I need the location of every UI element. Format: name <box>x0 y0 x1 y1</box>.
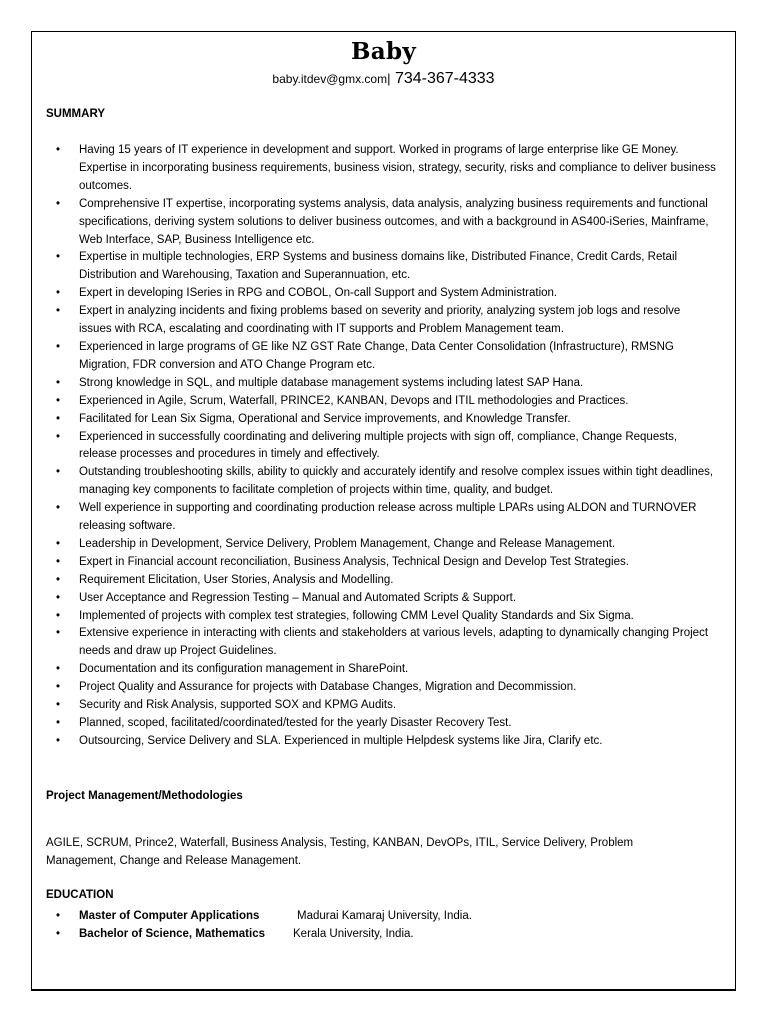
summary-item-text: Experienced in large programs of GE like NZ GST Rate Change, Data Center Consolidation (Infrastructure), RMSNG Migration, FDR conversion and ATO Change Program etc. <box>79 340 674 371</box>
summary-item-text: Implemented of projects with complex test strategies, following CMM Level Quality Standards and Six Sigma. <box>79 609 634 622</box>
summary-item <box>46 393 716 411</box>
summary-item-text: Extensive experience in interacting with clients and stakeholders at various levels, adapting to dynamically changing Project needs and draw up Project Guidelines. <box>79 627 709 658</box>
bullet-icon: • <box>56 430 61 443</box>
summary-item-text: Leadership in Development, Service Delivery, Problem Management, Change and Release Management. <box>79 537 616 550</box>
summary-item <box>46 285 716 303</box>
institution-name: Kerala University, India. <box>293 928 414 940</box>
bullet-icon: • <box>56 251 61 264</box>
summary-item <box>46 661 716 679</box>
bullet-icon: • <box>56 928 61 940</box>
summary-item <box>46 733 716 751</box>
bullet-icon: • <box>56 376 61 389</box>
summary-item <box>46 249 716 285</box>
summary-item-text: Experienced in Agile, Scrum, Waterfall, PRINCE2, KANBAN, Devops and ITIL methodologies and Practices. <box>79 394 629 407</box>
summary-item-text: Experienced in successfully coordinating and delivering multiple projects with sign off, compliance, Change Requests, release processes and procedures in timely and effectively. <box>79 430 678 461</box>
bullet-icon: • <box>56 681 61 694</box>
summary-item-text: Strong knowledge in SQL, and multiple database management systems including latest SAP Hana. <box>79 376 584 389</box>
summary-item-text: Expertise in multiple technologies, ERP Systems and business domains like, Distributed Finance, Credit Cards, Retail Distribution and Warehousing, Taxation and Superannuation, etc. <box>79 251 678 282</box>
summary-item-text: Expert in developing ISeries in RPG and COBOL, On-call Support and System Administration. <box>79 287 558 300</box>
summary-item-text: Documentation and its configuration management in SharePoint. <box>79 663 409 676</box>
summary-heading: SUMMARY <box>46 108 105 120</box>
bullet-icon: • <box>56 591 61 604</box>
summary-item <box>46 697 716 715</box>
summary-item-text: Requirement Elicitation, User Stories, Analysis and Modelling. <box>79 573 394 586</box>
summary-item <box>46 625 716 661</box>
bullet-icon: • <box>56 573 61 586</box>
summary-item <box>46 303 716 339</box>
candidate-name: Baby <box>351 38 416 65</box>
institution-name: Madurai Kamaraj University, India. <box>297 910 472 922</box>
phone-number: 734-367-4333 <box>394 70 495 87</box>
bullet-icon: • <box>56 305 61 318</box>
resume-page <box>31 31 736 991</box>
bullet-icon: • <box>56 197 61 210</box>
summary-item-text: Project Quality and Assurance for projects with Database Changes, Migration and Decommission. <box>79 681 577 694</box>
summary-item-text: Outsourcing, Service Delivery and SLA. Experienced in multiple Helpdesk systems like Jira, Clarify etc. <box>79 734 603 747</box>
summary-item-text: User Acceptance and Regression Testing – Manual and Automated Scripts & Support. <box>79 591 517 604</box>
summary-item <box>46 464 716 500</box>
summary-item-text: Expert in Financial account reconciliation, Business Analysis, Technical Design and Develop Test Strategies. <box>79 555 629 568</box>
summary-item <box>46 429 716 465</box>
summary-item-text: Planned, scoped, facilitated/coordinated/tested for the yearly Disaster Recovery Test. <box>79 717 512 729</box>
summary-item <box>46 572 716 590</box>
bullet-icon: • <box>56 609 61 622</box>
bullet-icon: • <box>56 466 61 479</box>
methodologies-heading: Project Management/Methodologies <box>46 790 243 802</box>
summary-item <box>46 608 716 626</box>
bullet-icon: • <box>56 537 61 550</box>
degree-name: Master of Computer Applications <box>79 910 260 922</box>
bullet-icon: • <box>56 717 61 729</box>
summary-item-text: Outstanding troubleshooting skills, ability to quickly and accurately identify and resolve complex issues within tight deadlines, managing key components to facilitate completion of projects within time, quality, and budget. <box>79 466 714 497</box>
summary-item <box>46 679 716 697</box>
contact-separator: | <box>387 71 391 86</box>
bullet-icon: • <box>56 734 61 747</box>
summary-item <box>46 411 716 429</box>
summary-item <box>46 590 716 608</box>
bullet-icon: • <box>56 394 61 407</box>
bullet-icon: • <box>56 910 61 922</box>
bullet-icon: • <box>56 699 61 712</box>
summary-item <box>46 536 716 554</box>
education-heading: EDUCATION <box>46 889 114 901</box>
bullet-icon: • <box>56 663 61 676</box>
summary-item-text: Having 15 years of IT experience in development and support. Worked in programs of large enterprise like GE Money. Expertise in incorporating business requirements, business vision, strategy, security, risks and compliance to deliver business outcomes. <box>79 144 716 192</box>
bullet-icon: • <box>56 340 61 353</box>
education-item <box>46 907 472 925</box>
methodologies-text: AGILE, SCRUM, Prince2, Waterfall, Business Analysis, Testing, KANBAN, DevOPs, ITIL, Service Delivery, Problem Management, Change and Release Management. <box>46 837 634 867</box>
bullet-icon: • <box>56 555 61 568</box>
summary-item-text: Comprehensive IT expertise, incorporating systems analysis, data analysis, analyzing business requirements and functional specifications, deriving system solutions to deliver business outcomes, and with a background in AS400-iSeries, Mainframe, Web Interface, SAP, Business Intelligence etc. <box>79 197 709 246</box>
bullet-icon: • <box>56 287 61 300</box>
summary-item <box>46 715 716 733</box>
summary-item <box>46 500 716 536</box>
summary-item <box>46 339 716 375</box>
education-item <box>46 925 472 943</box>
email-address: baby.itdev@gmx.com <box>272 72 388 86</box>
contact-line <box>32 70 735 88</box>
degree-name: Bachelor of Science, Mathematics <box>79 928 265 940</box>
summary-item-text: Facilitated for Lean Six Sigma, Operational and Service improvements, and Knowledge Transfer. <box>79 412 571 425</box>
summary-list <box>46 142 716 751</box>
summary-item <box>46 554 716 572</box>
summary-item-text: Well experience in supporting and coordinating production release across multiple LPARs using ALDON and TURNOVER releasing software. <box>79 502 697 533</box>
summary-item <box>46 375 716 393</box>
bullet-icon: • <box>56 627 61 640</box>
bullet-icon: • <box>56 412 61 425</box>
summary-item <box>46 142 716 196</box>
bullet-icon: • <box>56 144 61 156</box>
bullet-icon: • <box>56 502 61 515</box>
summary-item <box>46 196 716 250</box>
summary-item-text: Expert in analyzing incidents and fixing problems based on severity and priority, analyzing system job logs and resolve issues with RCA, escalating and coordinating with IT supports and Problem Management team. <box>79 305 681 336</box>
education-list <box>46 907 472 943</box>
summary-item-text: Security and Risk Analysis, supported SOX and KPMG Audits. <box>79 699 397 712</box>
